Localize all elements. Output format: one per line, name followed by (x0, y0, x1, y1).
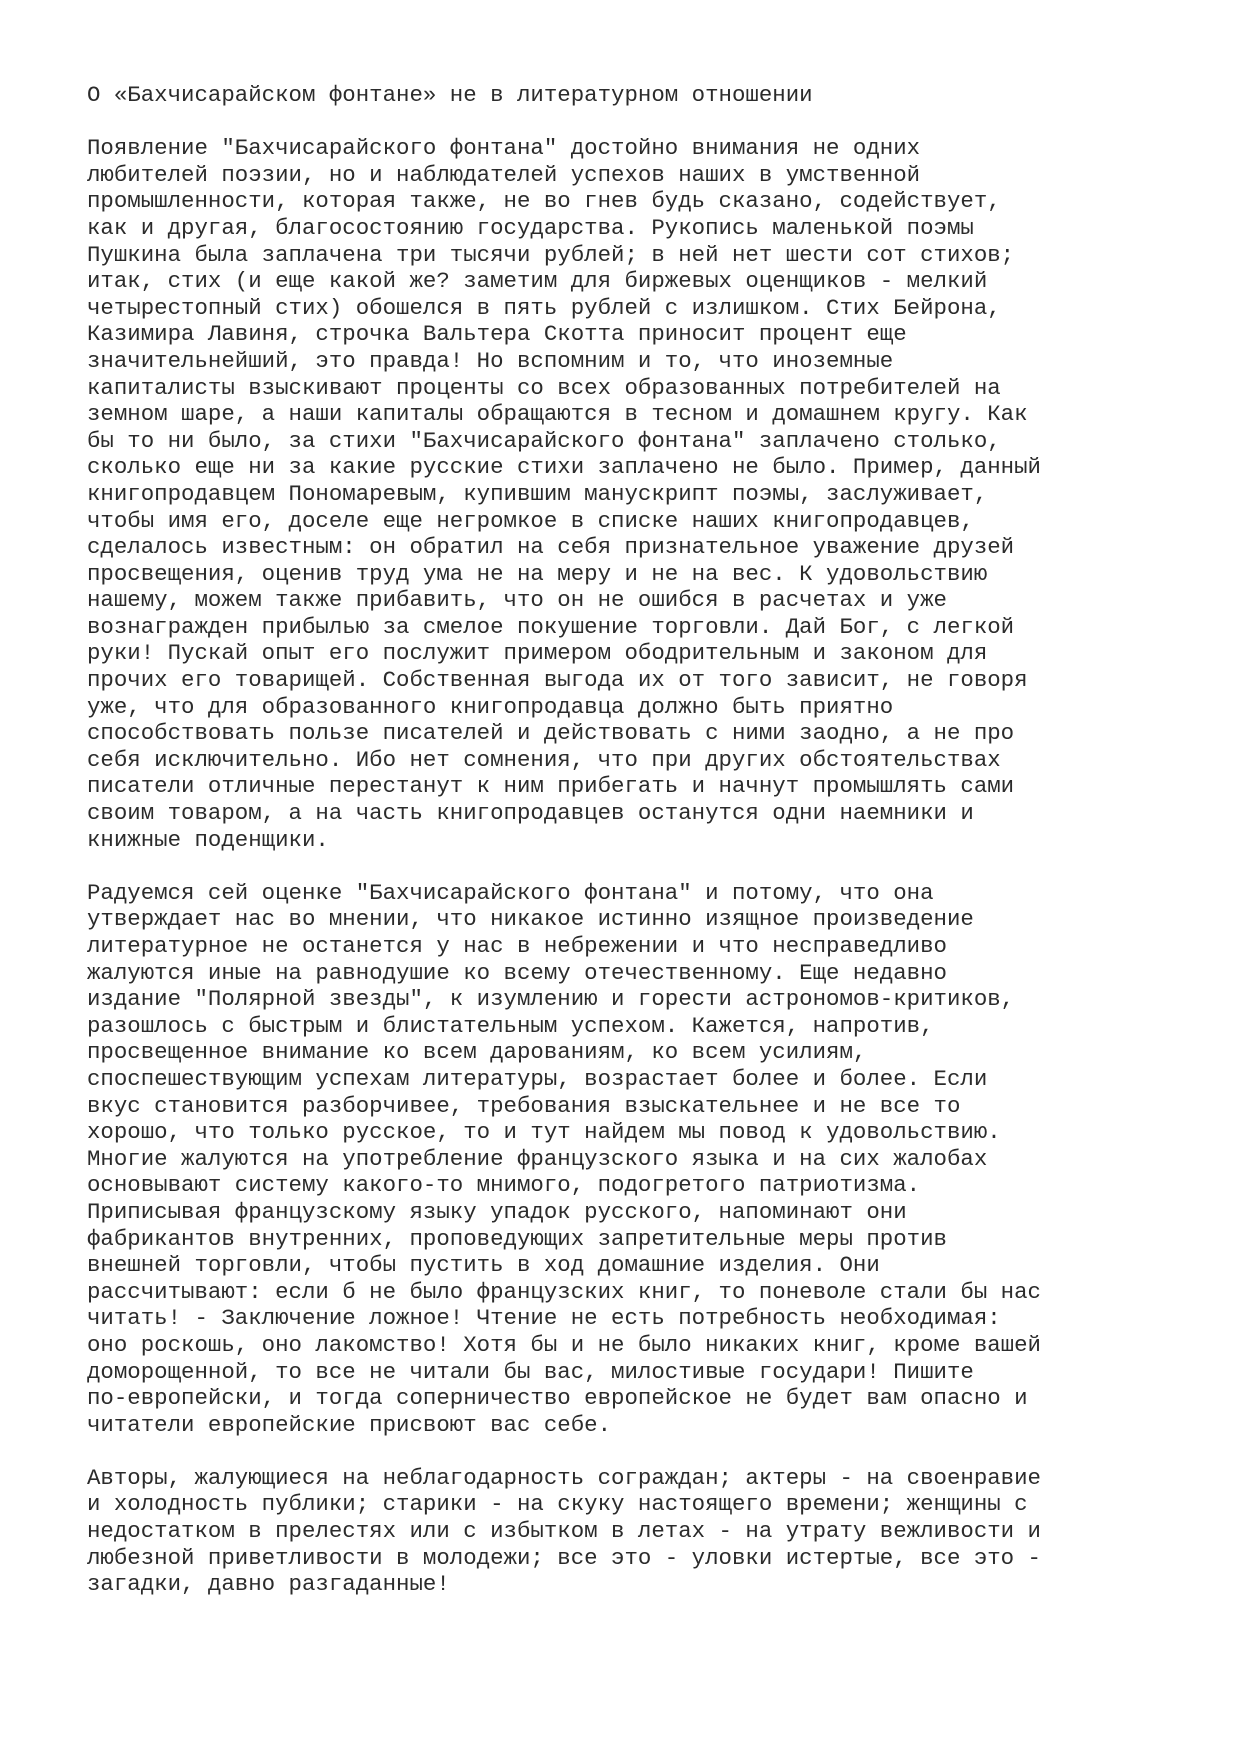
text-line: книжные поденщики. (87, 826, 329, 853)
text-line: бы то ни было, за стихи "Бахчисарайского фонтана" заплачено столько, (87, 427, 1001, 454)
text-line: хорошо, что только русское, то и тут найдем мы повод к удовольствию. (87, 1119, 1001, 1146)
text-line: способствовать пользе писателей и действовать с ними заодно, а не про (87, 720, 1015, 747)
text-line: промышленности, которая также, не во гнев будь сказано, содействует, (87, 188, 1001, 215)
text-line: нашему, можем также прибавить, что он не ошибся в расчетах и уже (87, 587, 947, 614)
text-line: значительнейший, это правда! Но вспомним и то, что иноземные (87, 347, 894, 374)
text-line: уже, что для образованного книгопродавца должно быть приятно (87, 693, 894, 720)
text-line: прочих его товарищей. Собственная выгода их от того зависит, не говоря (87, 667, 1028, 694)
text-line: писатели отличные перестанут к ним прибегать и начнут промышлять сами (87, 773, 1015, 800)
text-line: читать! - Заключение ложное! Чтение не есть потребность необходимая: (87, 1305, 1001, 1332)
text-line: разошлось с быстрым и блистательным успехом. Кажется, напротив, (87, 1012, 934, 1039)
text-line: сделалось известным: он обратил на себя признательное уважение друзей (87, 534, 1015, 561)
text-line: Радуемся сей оценке "Бахчисарайского фонтана" и потому, что она (87, 879, 934, 906)
text-line: и холодность публики; старики - на скуку настоящего времени; женщины с (87, 1491, 1028, 1518)
text-line: основывают систему какого-то мнимого, подогретого патриотизма. (87, 1172, 921, 1199)
text-line: любезной приветливости в молодежи; все это - уловки истертые, все это - (87, 1544, 1041, 1571)
text-line: Приписывая французскому языку упадок русского, напоминают они (87, 1198, 907, 1225)
text-line: земном шаре, а наши капиталы обращаются в тесном и домашнем кругу. Как (87, 401, 1028, 428)
text-line: жалуются иные на равнодушие ко всему отечественному. Еще недавно (87, 959, 947, 986)
text-line: Казимира Лавиня, строчка Вальтера Скотта приносит процент еще (87, 321, 907, 348)
text-line: вознагражден прибылью за смелое покушение торговли. Дай Бог, с легкой (87, 613, 1015, 640)
document-body (87, 135, 1167, 1598)
text-line: Авторы, жалующиеся на неблагодарность сограждан; актеры - на своенравие (87, 1464, 1041, 1491)
text-line: книгопродавцем Пономаревым, купившим манускрипт поэмы, заслуживает, (87, 480, 988, 507)
text-line: вкус становится разборчивее, требования взыскательнее и не все то (87, 1092, 961, 1119)
text-line: итак, стих (и еще какой же? заметим для биржевых оценщиков - мелкий (87, 268, 988, 295)
text-line: читатели европейские присвоют вас себе. (87, 1411, 612, 1438)
paragraph-2 (87, 880, 1167, 1438)
text-line: оно роскошь, оно лакомство! Хотя бы и не было никаких книг, кроме вашей (87, 1331, 1041, 1358)
text-line: капиталисты взыскивают проценты со всех образованных потребителей на (87, 374, 1001, 401)
text-line: литературное не останется у нас в небрежении и что несправедливо (87, 933, 947, 959)
text-line: рассчитывают: если б не было французских книг, то поневоле стали бы нас (87, 1278, 1041, 1305)
text-line: издание "Полярной звезды", к изумлению и горести астрономов-критиков, (87, 986, 1015, 1013)
text-line: как и другая, благосостоянию государства. Рукопись маленькой поэмы (87, 214, 974, 241)
text-line: внешней торговли, чтобы пустить в ход домашние изделия. Они (87, 1252, 880, 1279)
text-line: просвещенное внимание ко всем дарованиям, ко всем усилиям, (87, 1039, 867, 1066)
text-line: фабрикантов внутренних, проповедующих запретительные меры против (87, 1225, 947, 1252)
text-line: загадки, давно разгаданные! (87, 1571, 450, 1598)
text-line: чтобы имя его, доселе еще негромкое в списке наших книгопродавцев, (87, 507, 974, 534)
text-line: руки! Пускай опыт его послужит примером ободрительным и законом для (87, 640, 988, 667)
document-page (87, 82, 1167, 1624)
text-line: недостатком в прелестях или с избытком в летах - на утрату вежливости и (87, 1518, 1041, 1545)
text-line: споспешествующим успехам литературы, возрастает более и более. Если (87, 1065, 988, 1092)
text-line: утверждает нас во мнении, что никакое истинно изящное произведение (87, 906, 974, 933)
text-line: Пушкина была заплачена три тысячи рублей; в ней нет шести сот стихов; (87, 241, 1015, 268)
paragraph-3 (87, 1465, 1167, 1598)
text-line: своим товаром, а на часть книгопродавцев останутся одни наемники и (87, 800, 974, 827)
text-line: себя исключительно. Ибо нет сомнения, что при других обстоятельствах (87, 746, 1001, 773)
paragraph-1 (87, 135, 1167, 853)
text-line: четырестопный стих) обошелся в пять рублей с излишком. Стих Бейрона, (87, 294, 1001, 321)
text-line: сколько еще ни за какие русские стихи заплачено не было. Пример, данный (87, 454, 1041, 481)
document-title: О «Бахчисарайском фонтане» не в литературном отношении (87, 82, 813, 108)
text-line: любителей поэзии, но и наблюдателей успехов наших в умственной (87, 161, 921, 188)
text-line: по-европейски, и тогда соперничество европейское не будет вам опасно и (87, 1385, 1028, 1412)
text-line: Многие жалуются на употребление французского языка и на сих жалобах (87, 1145, 988, 1172)
text-line: просвещения, оценив труд ума не на меру и не на вес. К удовольствию (87, 560, 988, 587)
text-line: доморощенной, то все не читали бы вас, милостивые государи! Пишите (87, 1358, 974, 1385)
text-line: Появление "Бахчисарайского фонтана" достойно внимания не одних (87, 135, 921, 162)
